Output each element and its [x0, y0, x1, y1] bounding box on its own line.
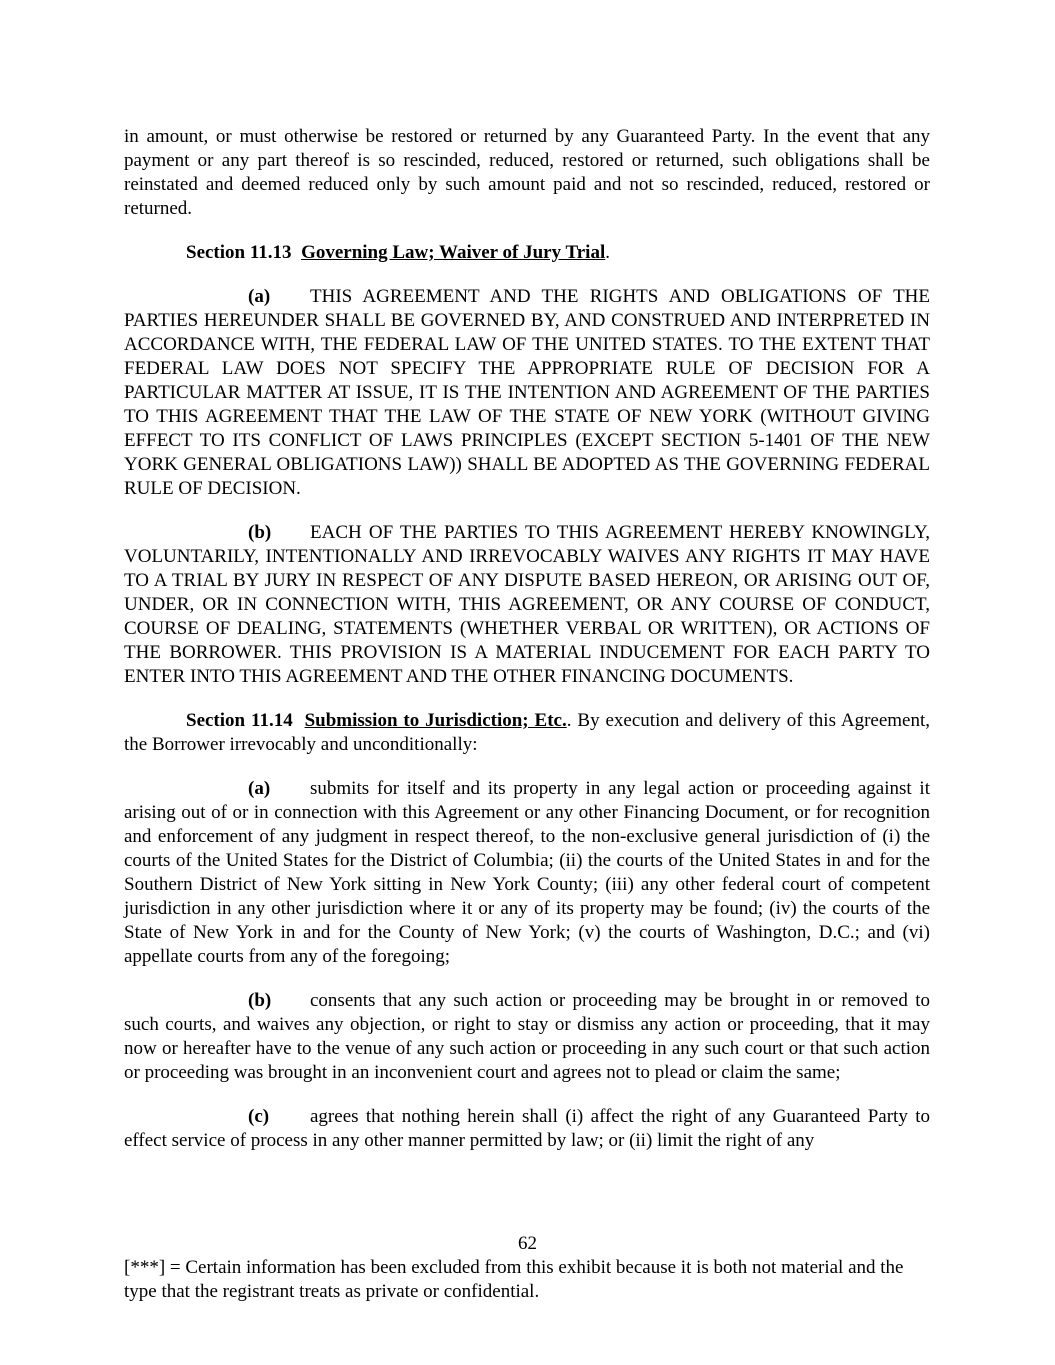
- footer-note: [***] = Certain information has been excluded from this exhibit because it is both not material and the type that the registrant treats as private or confidential.: [124, 1257, 904, 1302]
- section-11-14-item-c: [124, 1105, 930, 1153]
- section-11-14-item-a: [124, 777, 930, 969]
- item-label: (b): [248, 522, 272, 543]
- item-label: (a): [248, 286, 271, 307]
- page-number: 62: [518, 1233, 537, 1254]
- section-11-14-heading: [124, 709, 930, 757]
- document-body: [124, 125, 930, 1173]
- intro-paragraph: in amount, or must otherwise be restored or returned by any Guaranteed Party. In the event that any payment or any part thereof is so rescinded, reduced, restored or returned, such obligations shall be reinstated and deemed reduced only by such amount paid and not so rescinded, reduced, restored or returned.: [124, 126, 930, 219]
- item-text: EACH OF THE PARTIES TO THIS AGREEMENT HEREBY KNOWINGLY, VOLUNTARILY, INTENTIONALLY AND IRREVOCABLY WAIVES ANY RIGHTS IT MAY HAVE TO A TRIAL BY JURY IN RESPECT OF ANY DISPUTE BASED HEREON, OR ARISING OUT OF, UNDER, OR IN CONNECTION WITH, THIS AGREEMENT, OR ANY COURSE OF CONDUCT, COURSE OF DEALING, STATEMENTS (WHETHER VERBAL OR WRITTEN), OR ACTIONS OF THE BORROWER. THIS PROVISION IS A MATERIAL INDUCEMENT FOR EACH PARTY TO ENTER INTO THIS AGREEMENT AND THE OTHER FINANCING DOCUMENTS.: [124, 522, 930, 687]
- section-title: Governing Law; Waiver of Jury Trial: [301, 242, 606, 263]
- item-label: (c): [248, 1106, 270, 1127]
- section-number: Section 11.13: [186, 242, 292, 263]
- section-number: Section 11.14: [186, 710, 293, 731]
- section-title: Submission to Jurisdiction; Etc.: [304, 710, 567, 731]
- section-11-13-item-b: [124, 521, 930, 689]
- section-heading-tail: . By execution and delivery of this Agreement, the Borrower irrevocably and unconditionally:: [124, 710, 931, 755]
- item-text: THIS AGREEMENT AND THE RIGHTS AND OBLIGATIONS OF THE PARTIES HEREUNDER SHALL BE GOVERNED BY, AND CONSTRUED AND INTERPRETED IN ACCORDANCE WITH, THE FEDERAL LAW OF THE UNITED STATES. TO THE EXTENT THAT FEDERAL LAW DOES NOT SPECIFY THE APPROPRIATE RULE OF DECISION FOR A PARTICULAR MATTER AT ISSUE, IT IS THE INTENTION AND AGREEMENT OF THE PARTIES TO THIS AGREEMENT THAT THE LAW OF THE STATE OF NEW YORK (WITHOUT GIVING EFFECT TO ITS CONFLICT OF LAWS PRINCIPLES (EXCEPT SECTION 5-1401 OF THE NEW YORK GENERAL OBLIGATIONS LAW)) SHALL BE ADOPTED AS THE GOVERNING FEDERAL RULE OF DECISION.: [124, 286, 930, 499]
- item-text: consents that any such action or proceeding may be brought in or removed to such courts, and waives any objection, or right to stay or dismiss any action or proceeding, that it may now or hereafter have to the venue of any such action or proceeding in any such court or that such action or proceeding was brought in an inconvenient court and agrees not to plead or claim the same;: [124, 990, 930, 1083]
- section-11-13-heading: [124, 241, 930, 265]
- section-11-13-item-a: [124, 285, 930, 501]
- section-heading-tail: .: [605, 242, 610, 263]
- item-text: agrees that nothing herein shall (i) affect the right of any Guaranteed Party to effect service of process in any other manner permitted by law; or (ii) limit the right of any: [124, 1106, 930, 1151]
- item-text: submits for itself and its property in any legal action or proceeding against it arising out of or in connection with this Agreement or any other Financing Document, or for recognition and enforcement of any judgment in respect thereof, to the non-exclusive general jurisdiction of (i) the courts of the United States for the District of Columbia; (ii) the courts of the United States in and for the Southern District of New York sitting in New York County; (iii) any other federal court of competent jurisdiction in any other jurisdiction where it or any of its property may be found; (iv) the courts of the State of New York in and for the County of New York; (v) the courts of Washington, D.C.; and (vi) appellate courts from any of the foregoing;: [124, 778, 930, 967]
- item-label: (b): [248, 990, 272, 1011]
- item-label: (a): [248, 778, 271, 799]
- section-11-14-item-b: [124, 989, 930, 1085]
